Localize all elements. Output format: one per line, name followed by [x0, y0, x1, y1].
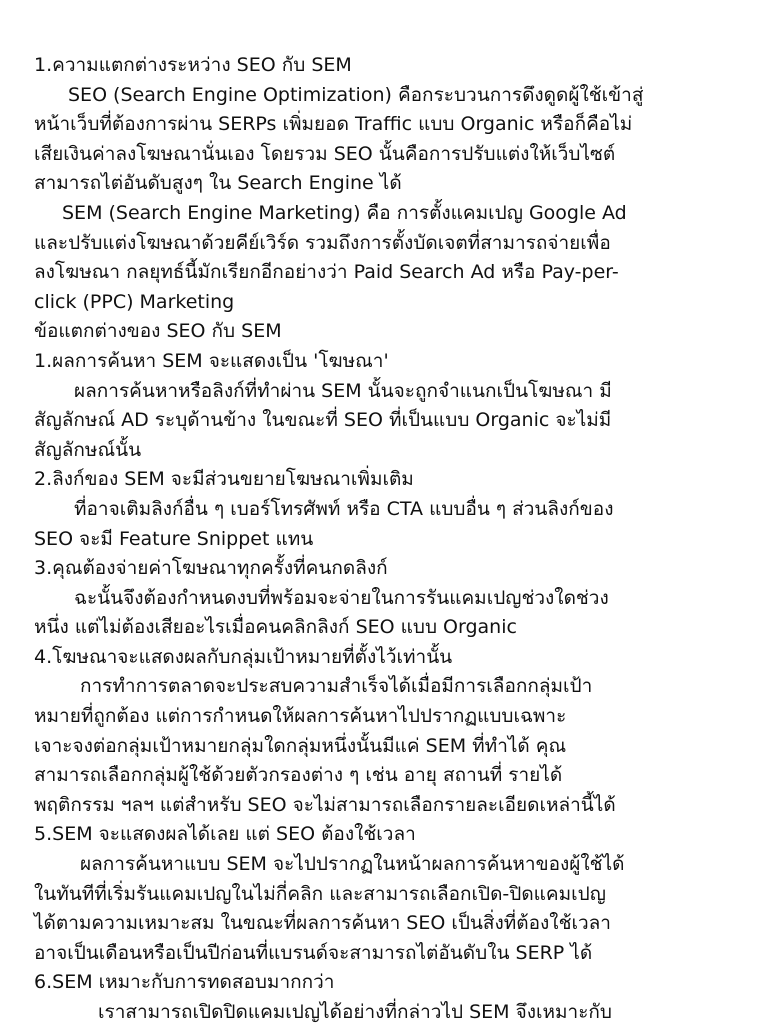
list-item-heading: 1.ผลการค้นหา SEM จะแสดงเป็น 'โฆษณา': [34, 349, 389, 372]
paragraph-line: เราสามารถเปิดปิดแคมเปญได้อย่างที่กล่าวไป SEM จึงเหมาะกับ: [98, 1001, 612, 1023]
subsection-heading: ข้อแตกต่างของ SEO กับ SEM: [34, 320, 282, 343]
list-item-heading: 2.ลิงก์ของ SEM จะมีส่วนขยายโฆษณาเพิ่มเติม: [34, 468, 414, 491]
paragraph-line: อาจเป็นเดือนหรือเป็นปีก่อนที่แบรนด์จะสามารถไต่อันดับใน SERP ได้: [34, 941, 593, 964]
paragraph-line: ลงโฆษณา กลยุทธ์นี้มักเรียกอีกอย่างว่า Paid Search Ad หรือ Pay-per-: [34, 261, 619, 284]
paragraph-line: ได้ตามความเหมาะสม ในขณะที่ผลการค้นหา SEO เป็นสิ่งที่ต้องใช้เวลา: [34, 912, 611, 935]
paragraph-line: ผลการค้นหาหรือลิงก์ที่ทำผ่าน SEM นั้นจะถูกจำแนกเป็นโฆษณา มี: [74, 379, 612, 402]
paragraph-line: สัญลักษณ์นั้น: [34, 438, 142, 461]
paragraph-line: เจาะจงต่อกลุ่มเป้าหมายกลุ่มใดกลุ่มหนึ่งนั้นมีแค่ SEM ที่ทำได้ คุณ: [34, 734, 567, 757]
paragraph-line: สามารถไต่อันดับสูงๆ ใน Search Engine ได้: [34, 172, 402, 195]
paragraph-line: และปรับแต่งโฆษณาด้วยคีย์เวิร์ด รวมถึงการตั้งบัดเจตที่สามารถจ่ายเพื่อ: [34, 231, 611, 254]
list-item-heading: 6.SEM เหมาะกับการทดสอบมากกว่า: [34, 971, 335, 994]
paragraph-line: SEO (Search Engine Optimization) คือกระบวนการดึงดูดผู้ใช้เข้าสู่: [68, 83, 644, 106]
paragraph-line: ที่อาจเติมลิงก์อื่น ๆ เบอร์โทรศัพท์ หรือ CTA แบบอื่น ๆ ส่วนลิงก์ของ: [74, 497, 614, 520]
paragraph-line: ในทันทีที่เริ่มรันแคมเปญในไม่กี่คลิก และสามารถเลือกเปิด-ปิดแคมเปญ: [34, 882, 606, 905]
paragraph-line: เสียเงินค่าลงโฆษณานั่นเอง โดยรวม SEO นั้นคือการปรับแต่งให้เว็บไซต์: [34, 142, 616, 165]
document-body: [0, 51, 768, 1028]
paragraph-line: ผลการค้นหาแบบ SEM จะไปปรากฏในหน้าผลการค้นหาของผู้ใช้ได้: [80, 853, 625, 876]
paragraph-line: สัญลักษณ์ AD ระบุด้านข้าง ในขณะที่ SEO ที่เป็นแบบ Organic จะไม่มี: [34, 409, 612, 432]
paragraph-line: หน้าเว็บที่ต้องการผ่าน SERPs เพิ่มยอด Traffic แบบ Organic หรือก็คือไม่: [34, 113, 633, 136]
paragraph-line: ฉะนั้นจึงต้องกำหนดงบที่พร้อมจะจ่ายในการรันแคมเปญช่วงใดช่วง: [74, 586, 609, 609]
paragraph-line: หมายที่ถูกต้อง แต่การกำหนดให้ผลการค้นหาไปปรากฏแบบเฉพาะ: [34, 705, 567, 728]
paragraph-line: การทำการตลาดจะประสบความสำเร็จได้เมื่อมีการเลือกกลุ่มเป้า: [80, 675, 593, 698]
paragraph-line: หนึ่ง แต่ไม่ต้องเสียอะไรเมื่อคนคลิกลิงก์ SEO แบบ Organic: [34, 616, 517, 639]
list-item-heading: 4.โฆษณาจะแสดงผลกับกลุ่มเป้าหมายที่ตั้งไว้เท่านั้น: [34, 645, 453, 668]
paragraph-line: click (PPC) Marketing: [34, 290, 235, 313]
paragraph-line: พฤติกรรม ฯลฯ แต่สำหรับ SEO จะไม่สามารถเลือกรายละเอียดเหล่านี้ได้: [34, 793, 616, 816]
list-item-heading: 5.SEM จะแสดงผลได้เลย แต่ SEO ต้องใช้เวลา: [34, 823, 416, 846]
section-heading: 1.ความแตกต่างระหว่าง SEO กับ SEM: [34, 54, 352, 76]
list-item-heading: 3.คุณต้องจ่ายค่าโฆษณาทุกครั้งที่คนกดลิงก์: [34, 557, 388, 580]
paragraph-line: SEM (Search Engine Marketing) คือ การตั้งแคมเปญ Google Ad: [62, 201, 627, 224]
paragraph-line: สามารถเลือกกลุ่มผู้ใช้ด้วยตัวกรองต่าง ๆ เช่น อายุ สถานที่ รายได้: [34, 764, 563, 787]
paragraph-line: SEO จะมี Feature Snippet แทน: [34, 527, 314, 550]
